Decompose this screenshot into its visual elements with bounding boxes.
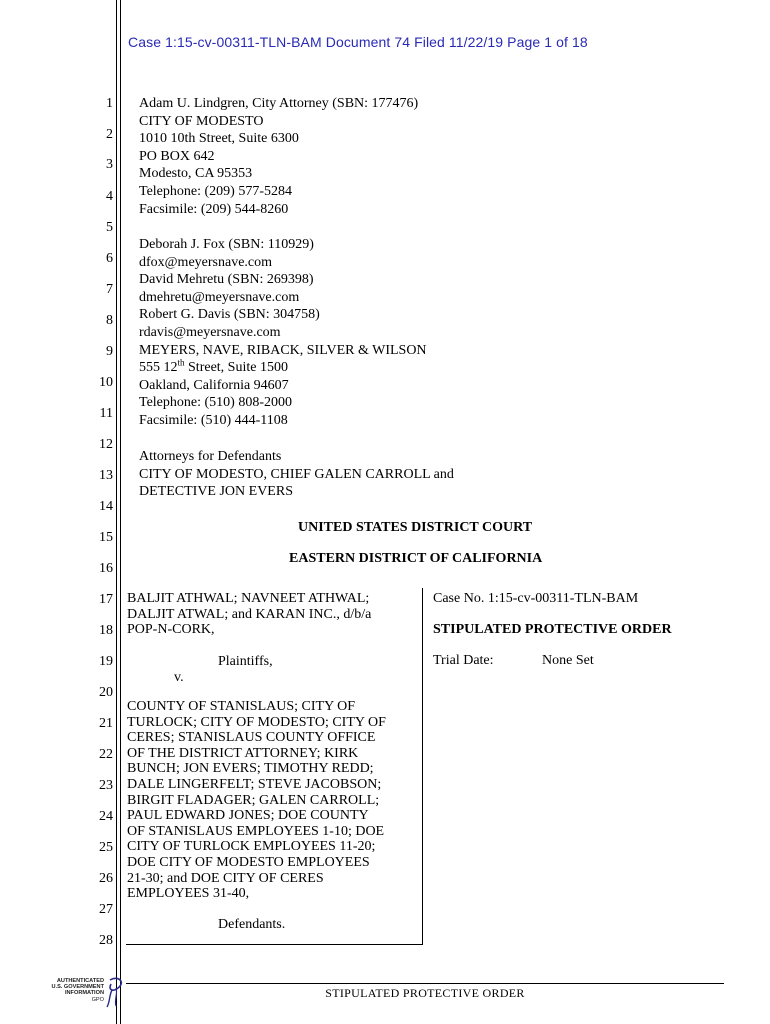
line-number: 10 [99,375,113,390]
footer-title-text: STIPULATED PROTECTIVE ORDER [325,986,525,1000]
counsel-email: dfox@meyersnave.com [139,254,273,270]
defendant-line: TURLOCK; CITY OF MODESTO; CITY OF [127,714,386,730]
line-number: 6 [106,251,113,266]
line-number: 18 [99,623,113,638]
attorneys-for-line: CITY OF MODESTO, CHIEF GALEN CARROLL and [139,466,454,482]
gpo-eagle-icon [104,976,126,1008]
counsel-line: PO BOX 642 [139,148,215,164]
defendant-line: OF THE DISTRICT ATTORNEY; KIRK [127,745,359,761]
line-number: 12 [99,437,113,452]
line-number: 28 [99,933,113,948]
attorneys-for-line: Attorneys for Defendants [139,449,282,464]
counsel-line: Robert G. Davis (SBN: 304758) [139,307,320,323]
defendant-line: DOE CITY OF MODESTO EMPLOYEES [127,854,370,870]
counsel-line: Adam U. Lindgren, City Attorney (SBN: 177476) [139,96,419,111]
attorneys-for-block [139,448,454,501]
line-number: 15 [99,530,113,545]
defendant-line: 21-30; and DOE CITY OF CERES [127,870,324,886]
defendants-block [127,699,386,902]
line-number: 4 [106,189,113,204]
line-number: 14 [99,499,113,514]
defendant-line: EMPLOYEES 31-40, [127,886,250,902]
line-number: 21 [99,716,113,731]
case-number: Case No. 1:15-cv-00311-TLN-BAM [433,591,639,606]
line-number: 26 [99,871,113,886]
counsel-block-city [139,95,418,218]
street-rest: Street, Suite 1500 [184,360,288,376]
attorneys-for-line: DETECTIVE JON EVERS [139,484,293,500]
plaintiff-line: DALJIT ATWAL; and KARAN INC., d/b/a [127,606,372,622]
line-number: 7 [106,282,113,297]
line-number: 24 [99,809,113,824]
firm-name: MEYERS, NAVE, RIBACK, SILVER & WILSON [139,342,427,358]
plaintiffs-block [127,591,371,638]
defendant-line: COUNTY OF STANISLAUS; CITY OF [127,699,356,714]
line-number: 13 [99,468,113,483]
gpo-authenticated-seal [40,976,124,1008]
counsel-line: Modesto, CA 95353 [139,166,253,182]
line-number: 8 [106,313,113,328]
caption-divider [422,588,423,945]
defendant-line: OF STANISLAUS EMPLOYEES 1-10; DOE [127,823,385,839]
defendant-line: BIRGIT FLADAGER; GALEN CARROLL; [127,792,380,808]
street-ordinal: th [177,357,185,368]
street-number: 555 12 [139,360,178,376]
line-number: 17 [99,592,113,607]
trial-date-value: None Set [542,653,594,668]
line-number: 27 [99,902,113,917]
counsel-email: dmehretu@meyersnave.com [139,289,300,305]
line-number: 22 [99,747,113,762]
line-number: 1 [106,96,113,111]
line-number: 25 [99,840,113,855]
counsel-line: CITY OF MODESTO [139,113,264,129]
case-header: Case 1:15-cv-00311-TLN-BAM Document 74 Filed 11/22/19 Page 1 of 18 [128,34,588,50]
defendant-line: DALE LINGERFELT; STEVE JACOBSON; [127,776,382,792]
counsel-line: Oakland, California 94607 [139,377,289,393]
court-name: UNITED STATES DISTRICT COURT [298,520,533,535]
line-number: 19 [99,654,113,669]
gpo-seal-text [40,978,104,1003]
document-title: STIPULATED PROTECTIVE ORDER [433,622,672,637]
line-number: 23 [99,778,113,793]
defendants-label: Defendants. [218,917,286,932]
trial-date-label: Trial Date: [433,653,494,668]
left-margin-rule-outer [116,0,117,1024]
court-district: EASTERN DISTRICT OF CALIFORNIA [289,551,543,566]
footer-rule [126,983,724,984]
counsel-block-firm [139,236,427,430]
counsel-line: Telephone: (209) 577-5284 [139,183,292,199]
line-number: 16 [99,561,113,576]
line-number: 2 [106,127,113,142]
defendant-line: CITY OF TURLOCK EMPLOYEES 11-20; [127,839,376,855]
gpo-seal-line: INFORMATION [64,990,104,997]
counsel-line: Facsimile: (209) 544-8260 [139,201,289,217]
versus-label: v. [174,670,184,685]
line-number: 3 [106,157,113,172]
defendant-line: PAUL EDWARD JONES; DOE COUNTY [127,808,369,824]
counsel-line: David Mehretu (SBN: 269398) [139,272,314,288]
caption-bottom-rule [126,944,423,945]
plaintiffs-label: Plaintiffs, [218,654,273,669]
gpo-seal-line: U.S. GOVERNMENT [51,984,104,991]
counsel-line: 1010 10th Street, Suite 6300 [139,131,299,147]
line-number: 5 [106,220,113,235]
gpo-seal-line: AUTHENTICATED [56,978,104,984]
line-number: 9 [106,344,113,359]
defendant-line: CERES; STANISLAUS COUNTY OFFICE [127,730,376,746]
counsel-line: Telephone: (510) 808-2000 [139,395,292,411]
left-margin-rule-inner [120,0,121,1024]
counsel-line: Deborah J. Fox (SBN: 110929) [139,237,314,252]
plaintiff-line: POP-N-CORK, [127,622,215,638]
defendant-line: BUNCH; JON EVERS; TIMOTHY REDD; [127,761,374,777]
line-number: 11 [99,406,113,421]
firm-street [139,359,427,377]
line-number: 20 [99,685,113,700]
plaintiff-line: BALJIT ATHWAL; NAVNEET ATHWAL; [127,591,370,606]
counsel-line: Facsimile: (510) 444-1108 [139,412,288,428]
counsel-email: rdavis@meyersnave.com [139,324,281,340]
gpo-seal-line: GPO [91,996,104,1003]
